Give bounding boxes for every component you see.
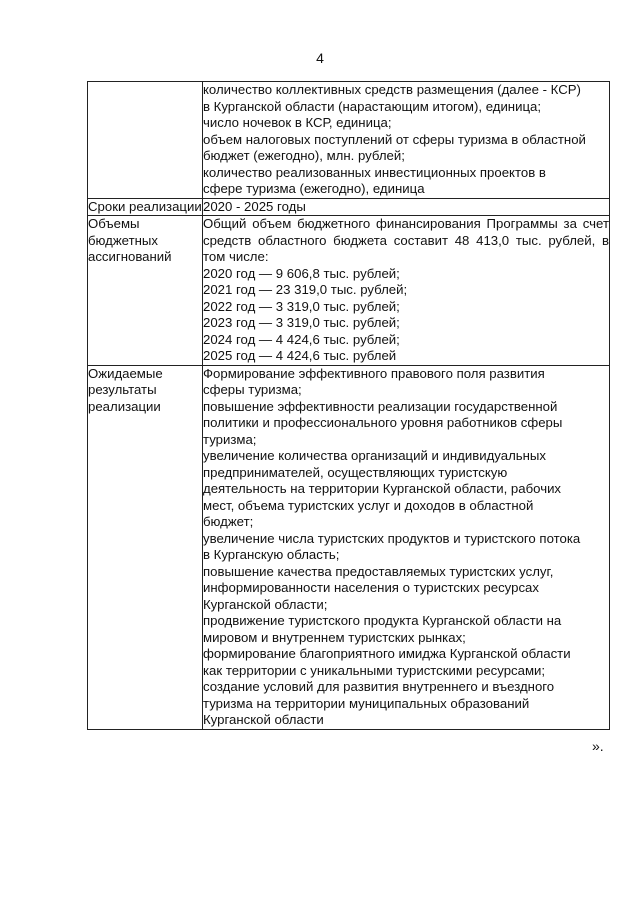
terms-cell <box>203 198 610 216</box>
list-item: 2022 год — 3 319,0 тыс. рублей; <box>203 298 400 314</box>
list-item: 2021 год — 23 319,0 тыс. рублей; <box>203 282 408 297</box>
list-item: в Курганской области (нарастающим итогом), единица; <box>203 98 542 114</box>
table-row-terms <box>88 198 610 216</box>
list-item: мест, объема туристских услуг и доходов в областной <box>203 497 534 513</box>
row-label: Объемы бюджетных ассигнований <box>88 216 203 366</box>
list-item: 2020 - 2025 годы <box>203 198 306 214</box>
list-item: количество реализованных инвестиционных проектов в <box>203 164 546 180</box>
list-item: количество коллективных средств размещения (далее - КСР) <box>203 82 581 97</box>
program-passport-table <box>87 81 610 730</box>
list-item: сферы туризма; <box>203 382 302 397</box>
list-item: бюджет (ежегодно), млн. рублей; <box>203 148 405 163</box>
list-item: увеличение числа туристских продуктов и туристского потока <box>203 530 581 546</box>
list-item: мировом и внутреннем туристских рынках; <box>203 629 466 645</box>
closing-quote-mark: ». <box>592 738 604 754</box>
list-item: деятельность на территории Курганской области, рабочих <box>203 481 562 496</box>
indicators-cell <box>203 82 610 199</box>
list-item: политики и профессионального уровня работников сферы <box>203 415 563 430</box>
list-item: Курганской области <box>203 712 324 727</box>
page-number: 4 <box>316 50 324 66</box>
table-row-budget <box>88 216 610 366</box>
list-item: 2020 год — 9 606,8 тыс. рублей; <box>203 265 400 281</box>
list-item: повышение эффективности реализации государственной <box>203 398 558 414</box>
table-row-indicators <box>88 82 610 199</box>
list-item: 2024 год — 4 424,6 тыс. рублей; <box>203 331 400 347</box>
table-row-results <box>88 365 610 729</box>
list-item: формирование благоприятного имиджа Курганской области <box>203 646 571 661</box>
row-label <box>88 82 203 199</box>
list-item: туризма на территории муниципальных образований <box>203 695 530 711</box>
list-item: 2023 год — 3 319,0 тыс. рублей; <box>203 315 400 330</box>
budget-cell <box>203 216 610 366</box>
list-item: бюджет; <box>203 514 254 529</box>
list-item: увеличение количества организаций и индивидуальных <box>203 448 546 463</box>
row-label: Сроки реализации <box>88 198 202 214</box>
list-item: Курганской области; <box>203 596 328 612</box>
list-item: информированности населения о туристских ресурсах <box>203 580 539 595</box>
results-cell <box>203 365 610 729</box>
list-item: объем налоговых поступлений от сферы туризма в областной <box>203 131 586 147</box>
list-item: 2025 год — 4 424,6 тыс. рублей <box>203 348 397 363</box>
list-item: туризма; <box>203 431 257 447</box>
list-item: предпринимателей, осуществляющих туристскую <box>203 464 508 480</box>
list-item: продвижение туристского продукта Курганской области на <box>203 613 562 628</box>
list-item: Формирование эффективного правового поля развития <box>203 365 545 381</box>
list-item: сфере туризма (ежегодно), единица <box>203 181 425 196</box>
list-item: число ночевок в КСР, единица; <box>203 115 392 130</box>
list-item: в Курганскую область; <box>203 547 340 562</box>
list-item: как территории с уникальными туристскими ресурсами; <box>203 662 546 678</box>
row-label: Ожидаемые результаты реализации <box>88 365 203 729</box>
budget-intro: Общий объем бюджетного финансирования Программы за счет средств областного бюджета составит 48 413,0 тыс. рублей, в том числе: <box>203 216 609 264</box>
list-item: создание условий для развития внутреннего и въездного <box>203 679 555 694</box>
list-item: повышение качества предоставляемых туристских услуг, <box>203 563 554 579</box>
